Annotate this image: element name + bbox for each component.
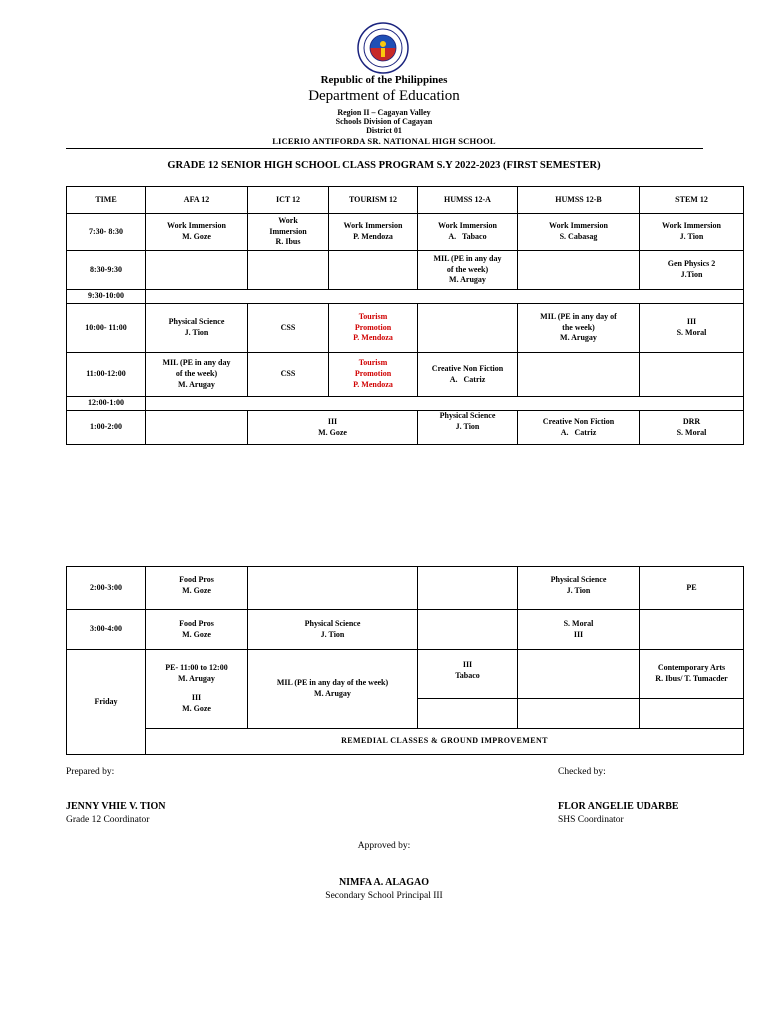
subject: MIL (PE in any day xyxy=(433,253,502,263)
time-cell: 7:30- 8:30 xyxy=(67,214,146,251)
class-cell xyxy=(248,610,418,650)
empty-cell xyxy=(518,353,640,397)
table-row xyxy=(67,251,744,290)
subject: Tourism xyxy=(358,358,388,368)
time-cell: 1:00-2:00 xyxy=(67,411,146,445)
class-cell: CSS xyxy=(248,304,329,353)
subject: Work Immersion xyxy=(662,221,721,231)
checked-by-role: SHS Coordinator xyxy=(558,815,624,825)
header-district: District 01 xyxy=(366,126,402,135)
header-region: Region II – Cagayan Valley xyxy=(337,108,431,117)
class-cell xyxy=(640,304,744,353)
class-cell xyxy=(329,353,418,397)
time-cell: 12:00-1:00 xyxy=(67,397,146,411)
class-cell: CSS xyxy=(248,353,329,397)
class-cell xyxy=(146,214,248,251)
header-cell: STEM 12 xyxy=(640,187,744,214)
teacher: M. Arugay xyxy=(178,379,215,389)
teacher: J. Tion xyxy=(679,232,704,241)
empty-cell xyxy=(640,610,744,650)
subject: Creative Non Fiction xyxy=(431,363,504,373)
teacher: S. Cabasag xyxy=(559,232,598,241)
approved-by-role: Secondary School Principal III xyxy=(325,891,443,901)
time-cell: Friday xyxy=(67,650,146,755)
table-row xyxy=(67,353,744,397)
class-cell xyxy=(518,610,640,650)
checked-by-label: Checked by: xyxy=(558,767,606,777)
header-cell: TOURISM 12 xyxy=(329,187,418,214)
approved-by-label: Approved by: xyxy=(357,841,411,851)
header-cell: ICT 12 xyxy=(248,187,329,214)
teacher: R. Ibus xyxy=(275,237,301,247)
empty-cell xyxy=(146,251,248,290)
class-cell xyxy=(418,411,518,445)
empty-cell xyxy=(418,304,518,353)
subject: Creative Non Fiction xyxy=(542,416,615,426)
table-row xyxy=(67,304,744,353)
document-title: GRADE 12 SENIOR HIGH SCHOOL CLASS PROGRAM S.Y 2022-2023 (FIRST SEMESTER) xyxy=(167,160,601,171)
header-department: Department of Education xyxy=(308,88,460,104)
subject: Physical Science xyxy=(550,575,607,584)
subject: Promotion xyxy=(354,322,392,332)
time-cell: 9:30-10:00 xyxy=(67,290,146,304)
subject: Physical Science xyxy=(304,618,361,628)
teacher: J.Tion xyxy=(680,270,703,279)
subject: III xyxy=(686,317,697,327)
teacher: J. Tion xyxy=(184,328,209,337)
subject: PE- 11:00 to 12:00 xyxy=(165,663,228,673)
prepared-by-name: JENNY VHIE V. TION xyxy=(66,801,166,812)
class-cell xyxy=(146,567,248,610)
time-cell: 3:00-4:00 xyxy=(67,610,146,650)
teacher: M. Goze xyxy=(182,703,211,713)
subject: Work Immersion xyxy=(167,221,226,231)
class-cell xyxy=(248,650,418,729)
class-cell xyxy=(146,304,248,353)
teacher: R. Ibus/ T. Tumacder xyxy=(655,674,728,683)
subject: Work Immersion xyxy=(549,221,608,231)
break-cell xyxy=(146,397,744,411)
empty-cell xyxy=(248,251,329,290)
teacher: M. Arugay xyxy=(178,674,215,684)
empty-cell xyxy=(518,650,640,699)
teacher: J. Tion xyxy=(566,585,591,595)
teacher: M. Arugay xyxy=(449,275,486,285)
table-row-remedial xyxy=(67,729,744,755)
header-cell: HUMSS 12-A xyxy=(418,187,518,214)
class-cell xyxy=(146,650,248,729)
class-cell xyxy=(418,251,518,290)
empty-cell xyxy=(518,251,640,290)
empty-cell xyxy=(248,567,418,610)
subject: DRR xyxy=(682,416,701,426)
teacher: S. Moral xyxy=(676,427,707,437)
teacher: J. Tion xyxy=(455,421,480,431)
teacher: M. Arugay xyxy=(560,333,597,343)
prepared-by-role: Grade 12 Coordinator xyxy=(66,815,150,825)
table-header-row xyxy=(67,187,744,214)
approved-by-name: NIMFA A. ALAGAO xyxy=(338,877,430,888)
empty-cell xyxy=(640,353,744,397)
remedial-cell: REMEDIAL CLASSES & GROUND IMPROVEMENT xyxy=(146,729,744,755)
class-cell xyxy=(518,411,640,445)
teacher: S. Moral xyxy=(563,618,594,628)
subject: Physical Science xyxy=(439,411,496,420)
class-cell xyxy=(518,304,640,353)
class-cell: PE xyxy=(640,567,744,610)
subject: III xyxy=(191,693,202,702)
class-cell xyxy=(640,251,744,290)
teacher: A. Catriz xyxy=(560,427,597,437)
table-row xyxy=(67,411,744,445)
header-cell: HUMSS 12-B xyxy=(518,187,640,214)
header-divider xyxy=(66,148,703,149)
class-cell xyxy=(146,610,248,650)
header-school: LICERIO ANTIFORDA SR. NATIONAL HIGH SCHOOL xyxy=(272,136,496,146)
table-row xyxy=(67,610,744,650)
teacher: P. Mendoza xyxy=(353,333,393,343)
class-cell xyxy=(518,214,640,251)
prepared-by-label: Prepared by: xyxy=(66,767,115,777)
empty-cell xyxy=(146,411,248,445)
class-cell xyxy=(329,214,418,251)
subject: MIL (PE in any day xyxy=(162,358,231,368)
teacher: S. Moral xyxy=(676,328,707,337)
subject: III xyxy=(327,416,338,426)
class-cell xyxy=(418,650,518,699)
header-republic: Republic of the Philippines xyxy=(320,74,448,86)
empty-cell xyxy=(518,699,640,729)
teacher: M. Goze xyxy=(182,629,211,639)
teacher: J. Tion xyxy=(320,629,345,639)
time-cell: 11:00-12:00 xyxy=(67,353,146,397)
subject: Work Immersion xyxy=(438,221,497,231)
class-cell xyxy=(518,567,640,610)
table-row-friday xyxy=(67,650,744,699)
subject: Work xyxy=(278,215,298,225)
subject: of the week) xyxy=(175,369,218,379)
break-cell xyxy=(146,290,744,304)
class-cell xyxy=(248,411,418,445)
empty-cell xyxy=(329,251,418,290)
subject: Food Pros xyxy=(179,575,214,584)
class-cell xyxy=(640,214,744,251)
class-cell xyxy=(640,411,744,445)
subject: III xyxy=(573,629,584,639)
class-cell xyxy=(640,650,744,699)
subject: Immersion xyxy=(269,226,307,236)
teacher: A. Catriz xyxy=(449,374,486,384)
subject: III xyxy=(462,660,473,669)
header-division: Schools Division of Cagayan xyxy=(335,117,433,126)
table-row-break xyxy=(67,290,744,304)
time-cell: 2:00-3:00 xyxy=(67,567,146,610)
class-cell xyxy=(418,214,518,251)
subject: Food Pros xyxy=(179,618,214,628)
class-schedule-table-continued xyxy=(66,566,744,755)
teacher: Tabaco xyxy=(455,670,480,680)
class-cell xyxy=(329,304,418,353)
subject: Gen Physics 2 xyxy=(667,259,716,269)
empty-cell xyxy=(640,699,744,729)
header-cell: TIME xyxy=(67,187,146,214)
checked-by-name: FLOR ANGELIE UDARBE xyxy=(558,801,679,812)
empty-cell xyxy=(418,699,518,729)
time-cell: 10:00- 11:00 xyxy=(67,304,146,353)
teacher: M. Goze xyxy=(182,232,211,241)
time-cell: 8:30-9:30 xyxy=(67,251,146,290)
table-row xyxy=(67,567,744,610)
teacher: P. Mendoza xyxy=(353,379,393,389)
class-cell xyxy=(146,353,248,397)
subject: Physical Science xyxy=(168,317,225,327)
class-schedule-table xyxy=(66,186,744,445)
table-row xyxy=(67,214,744,251)
teacher: M. Arugay xyxy=(314,689,351,698)
subject: Work Immersion xyxy=(343,221,403,231)
subject: Promotion xyxy=(354,369,392,379)
subject: MIL (PE in any day of the week) xyxy=(276,678,389,688)
class-cell xyxy=(248,214,329,251)
subject: of the week) xyxy=(446,264,489,274)
empty-cell xyxy=(418,567,518,610)
empty-cell xyxy=(418,610,518,650)
header-cell: AFA 12 xyxy=(146,187,248,214)
class-cell xyxy=(418,353,518,397)
deped-seal-logo xyxy=(357,22,409,74)
teacher: M. Goze xyxy=(318,427,347,437)
teacher: P. Mendoza xyxy=(353,232,393,241)
table-row-break xyxy=(67,397,744,411)
teacher: A. Tabaco xyxy=(448,232,487,241)
subject: Contemporary Arts xyxy=(657,663,726,673)
teacher: M. Goze xyxy=(182,585,211,595)
subject: Tourism xyxy=(358,311,388,321)
subject: the week) xyxy=(562,322,595,332)
subject: MIL (PE in any day of xyxy=(540,311,617,321)
